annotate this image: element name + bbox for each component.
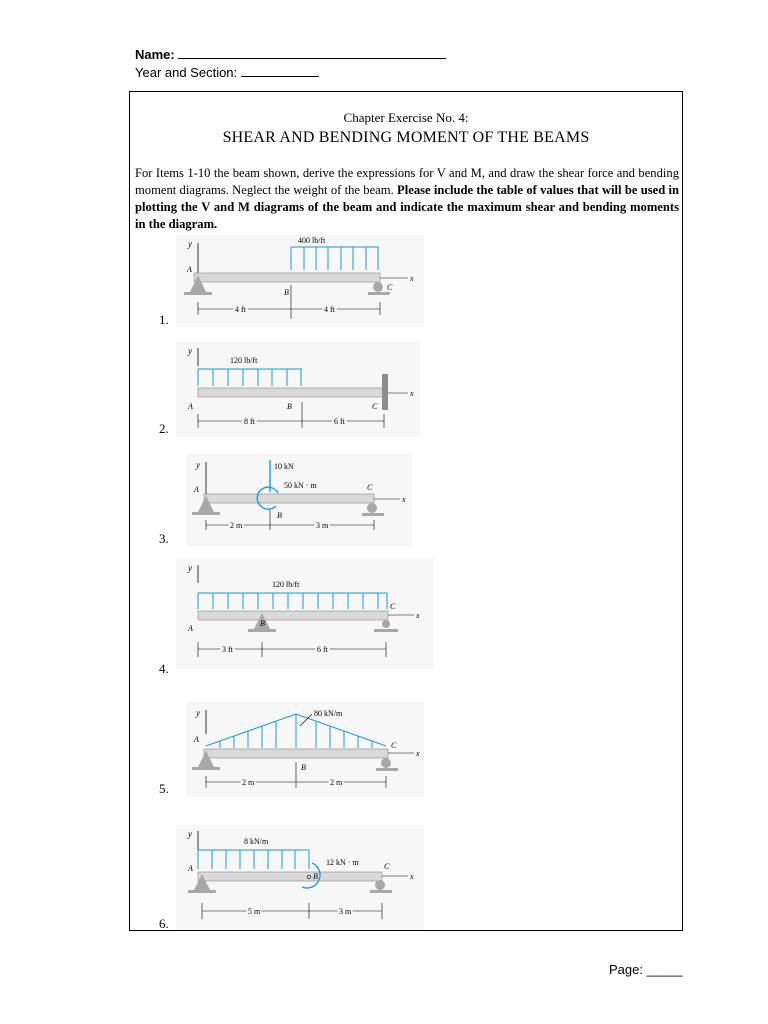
axis-x-label: x	[410, 872, 414, 881]
beam	[204, 749, 388, 758]
load-label: 120 lb/ft	[272, 580, 300, 589]
point-a-label: A	[194, 485, 199, 494]
point-b-label: B	[287, 402, 292, 411]
point-a-label: A	[188, 402, 193, 411]
roller-support	[381, 758, 391, 768]
point-c-label: C	[391, 741, 397, 750]
axis-y-label: y	[188, 239, 192, 249]
point-c-label: C	[387, 283, 393, 292]
beam-figure-1	[176, 235, 424, 327]
point-a-label: A	[194, 735, 199, 744]
beam	[198, 388, 384, 397]
moment-label: 50 kN · m	[284, 481, 317, 490]
dimension-label: 3 m	[339, 907, 352, 916]
dimension-label: 4 ft	[324, 305, 335, 314]
item-number: 3.	[159, 531, 169, 546]
point-b-label: B	[313, 872, 318, 881]
dimension-label: 5 m	[248, 907, 261, 916]
dimension-label: 3 m	[316, 521, 329, 530]
beam	[194, 273, 380, 282]
instructions-text: For Items 1-10 the beam shown, derive the expressions for V and M, and draw the shear force and bending moment diagrams. Neglect the weight of the beam.	[135, 166, 679, 197]
item-number: 1.	[159, 312, 169, 327]
item-number: 4.	[159, 661, 169, 676]
distributed-load	[220, 714, 372, 748]
dimension-label: 4 ft	[235, 305, 246, 314]
axis-y-label: y	[196, 460, 200, 470]
distributed-load	[198, 850, 309, 869]
item-number: 5.	[159, 781, 169, 796]
load-label: 8 kN/m	[244, 837, 269, 846]
beam-figure-5	[186, 702, 424, 797]
item-number: 2.	[159, 421, 169, 436]
moment-label: 12 kN · m	[326, 858, 359, 867]
point-b-label: B	[284, 288, 289, 297]
dimension-label: 6 ft	[317, 645, 328, 654]
year-section-blank	[241, 64, 319, 77]
dimension-label: 2 m	[230, 521, 243, 530]
beam-figure-2	[176, 342, 420, 437]
year-section-field	[135, 64, 319, 81]
load-label: 120 lb/ft	[230, 356, 258, 365]
axis-x-label: x	[410, 389, 414, 398]
roller-support	[373, 282, 383, 292]
point-c-label: C	[384, 862, 390, 871]
load-label: 400 lb/ft	[298, 236, 326, 245]
axis-x-label: x	[402, 495, 406, 504]
point-c-label: C	[367, 483, 373, 492]
beam	[198, 611, 388, 620]
distributed-load	[198, 593, 387, 609]
page-number-label: Page: _____	[609, 962, 683, 977]
axis-y-label: y	[188, 563, 192, 573]
axis-x-label: x	[410, 274, 414, 283]
dimension-label: 3 ft	[222, 645, 233, 654]
dimension-label: 8 ft	[244, 417, 255, 426]
axis-x-label: x	[416, 749, 420, 758]
name-field	[135, 46, 446, 63]
distributed-load	[198, 369, 301, 386]
axis-y-label: y	[188, 346, 192, 356]
force-label: 10 kN	[274, 462, 294, 471]
point-a-label: A	[188, 624, 193, 633]
point-b-label: B	[301, 763, 306, 772]
year-section-label: Year and Section:	[135, 65, 238, 80]
roller-support	[367, 503, 377, 513]
fixed-support	[382, 374, 388, 410]
distributed-load	[291, 247, 378, 270]
exercise-title: SHEAR AND BENDING MOMENT OF THE BEAMS	[222, 129, 590, 146]
item-number: 6.	[159, 916, 169, 931]
beam-figure-6	[176, 825, 424, 929]
beam	[198, 872, 382, 881]
dimension-label: 2 m	[242, 778, 255, 787]
exercise-frame	[129, 91, 683, 931]
name-label: Name:	[135, 47, 175, 62]
beam-figure-4	[176, 557, 434, 669]
dimension-label: 6 ft	[334, 417, 345, 426]
load-label: 80 kN/m	[314, 709, 343, 718]
point-a-label: A	[187, 265, 192, 274]
point-c-label: C	[372, 402, 378, 411]
axis-y-label: y	[196, 708, 200, 718]
axis-x-label: x	[416, 611, 420, 620]
point-b-label: B	[260, 619, 265, 628]
roller-support	[375, 880, 385, 890]
instructions-bold-text: Please include the table of values that will be used in plotting the V and M diagrams of the beam and indicate the maximum shear and bending moments in the diagram.	[135, 183, 679, 231]
roller-support	[374, 629, 398, 632]
chapter-heading: Chapter Exercise No. 4:	[343, 110, 469, 125]
beam	[204, 494, 374, 503]
instructions	[135, 165, 679, 233]
point-b-label: B	[277, 511, 282, 520]
axis-y-label: y	[188, 829, 192, 839]
point-a-label: A	[188, 864, 193, 873]
name-blank	[178, 46, 446, 59]
beam-figure-3	[186, 454, 412, 546]
point-c-label: C	[390, 602, 396, 611]
dimension-label: 2 m	[330, 778, 343, 787]
